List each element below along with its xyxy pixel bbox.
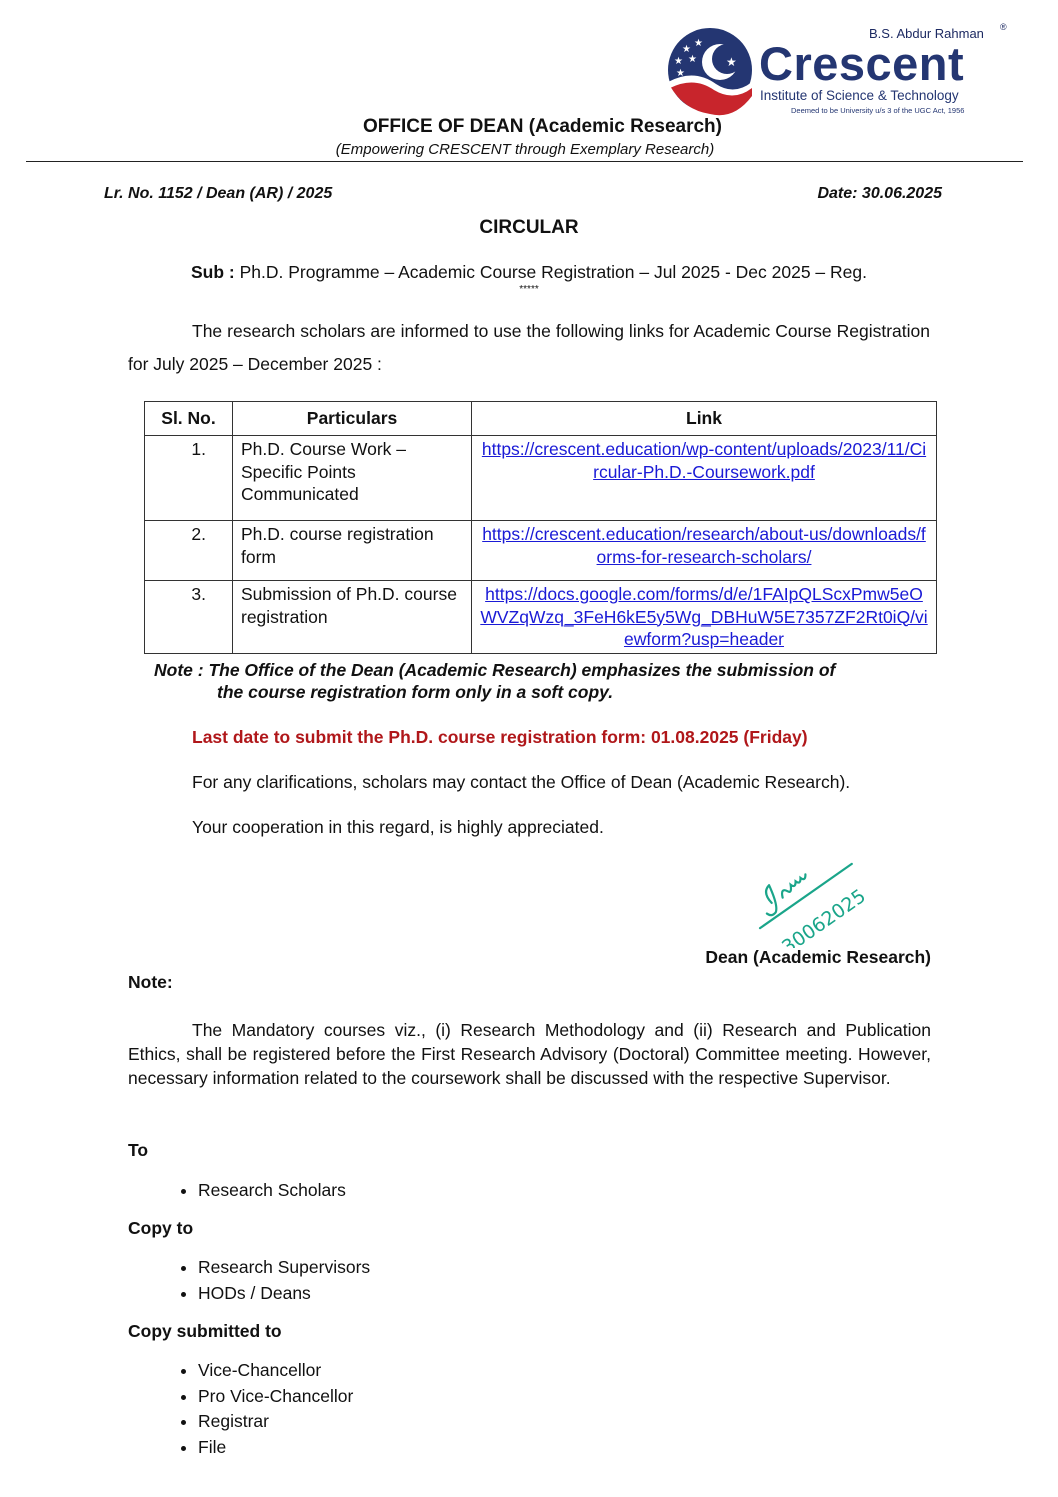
note-heading: Note: bbox=[128, 972, 173, 992]
cooperation-text: Your cooperation in this regard, is highly appreciated. bbox=[192, 817, 604, 837]
header-particulars: Particulars bbox=[233, 402, 472, 436]
institute-logo bbox=[664, 22, 1014, 118]
logo-top-line: B.S. Abdur Rahman bbox=[869, 26, 984, 41]
row-particulars: Submission of Ph.D. course registration bbox=[233, 581, 472, 654]
table-row bbox=[145, 436, 937, 521]
header-link: Link bbox=[472, 402, 937, 436]
row-sl-no: 1. bbox=[145, 436, 233, 521]
table-row bbox=[145, 581, 937, 654]
svg-text:★: ★ bbox=[726, 55, 737, 69]
copy-to-heading: Copy to bbox=[128, 1218, 194, 1238]
copy-to-list bbox=[176, 1255, 370, 1306]
to-list bbox=[176, 1178, 346, 1204]
note-line-2: the course registration form only in a soft copy. bbox=[217, 682, 614, 702]
table-header-row bbox=[145, 402, 937, 436]
svg-text:★: ★ bbox=[676, 68, 685, 79]
signature-icon bbox=[740, 838, 870, 948]
svg-text:★: ★ bbox=[694, 38, 703, 49]
office-title: OFFICE OF DEAN (Academic Research) bbox=[363, 116, 722, 137]
row-sl-no: 2. bbox=[145, 521, 233, 581]
subject-text: Ph.D. Programme – Academic Course Registration – Jul 2025 - Dec 2025 – Reg. bbox=[234, 262, 867, 282]
coursework-circular-link[interactable]: https://crescent.education/wp-content/uploads/2023/11/Circular-Ph.D.-Coursework.pdf bbox=[481, 439, 927, 482]
office-tagline: (Empowering CRESCENT through Exemplary Research) bbox=[335, 141, 715, 158]
logo-institute: Institute of Science & Technology bbox=[760, 88, 959, 103]
copy-submitted-to-list bbox=[176, 1358, 353, 1460]
list-item: • Research Scholars bbox=[198, 1178, 346, 1204]
google-form-submission-link[interactable]: https://docs.google.com/forms/d/e/1FAIpQLScxPmw5eOWVZqWzq_3FeH6kE5y5Wg_DBHuW5E7357ZF2Rt0iQ/viewform?usp=header bbox=[480, 584, 928, 649]
deadline-notice: Last date to submit the Ph.D. course registration form: 01.08.2025 (Friday) bbox=[192, 727, 808, 747]
subject-label: Sub : bbox=[190, 262, 235, 282]
svg-text:★: ★ bbox=[682, 44, 691, 55]
circular-heading: CIRCULAR bbox=[479, 217, 579, 238]
logo-deemed: Deemed to be University u/s 3 of the UGC Act, 1956 bbox=[791, 106, 965, 115]
row-particulars: Ph.D. Course Work – Specific Points Communicated bbox=[233, 436, 472, 521]
header-divider bbox=[26, 161, 1023, 162]
crescent-emblem-icon bbox=[664, 26, 756, 118]
list-item: • Pro Vice-Chancellor bbox=[198, 1384, 353, 1410]
links-table bbox=[144, 401, 937, 654]
copy-submitted-to-heading: Copy submitted to bbox=[128, 1321, 282, 1341]
letter-ref-no: Lr. No. 1152 / Dean (AR) / 2025 bbox=[104, 185, 333, 202]
intro-paragraph: The research scholars are informed to use the following links for Academic Course Registration for July 2025 – December 2025 : bbox=[128, 321, 930, 374]
soft-copy-note bbox=[154, 659, 934, 703]
mandatory-courses-note: The Mandatory courses viz., (i) Research Methodology and (ii) Research and Publication Ethics, shall be registered before the First Research Advisory (Doctoral) Committee meeting. However, necessary information related to the coursework shall be discussed with the respective Supervisor. bbox=[128, 1020, 931, 1088]
header-sl-no: Sl. No. bbox=[145, 402, 233, 436]
signature-date: 30062025 bbox=[778, 885, 870, 948]
registration-form-link[interactable]: https://crescent.education/research/about-us/downloads/forms-for-research-scholars/ bbox=[482, 524, 926, 567]
separator: ***** bbox=[519, 284, 539, 295]
registered-mark: ® bbox=[1000, 22, 1007, 32]
subject-line bbox=[0, 262, 1058, 283]
letter-date: Date: 30.06.2025 bbox=[817, 185, 942, 202]
list-item: • Registrar bbox=[198, 1409, 353, 1435]
list-item: • Vice-Chancellor bbox=[198, 1358, 353, 1384]
row-particulars: Ph.D. course registration form bbox=[233, 521, 472, 581]
logo-name: Crescent bbox=[759, 37, 965, 90]
note-line-1: Note : The Office of the Dean (Academic Research) emphasizes the submission of bbox=[154, 660, 836, 680]
contact-text: For any clarifications, scholars may contact the Office of Dean (Academic Research). bbox=[192, 772, 851, 792]
table-row bbox=[145, 521, 937, 581]
svg-text:★: ★ bbox=[674, 56, 683, 67]
dean-signature bbox=[740, 838, 870, 948]
list-item: • File bbox=[198, 1435, 353, 1461]
list-item: • HODs / Deans bbox=[198, 1281, 370, 1307]
row-sl-no: 3. bbox=[145, 581, 233, 654]
list-item: • Research Supervisors bbox=[198, 1255, 370, 1281]
svg-text:★: ★ bbox=[688, 54, 697, 65]
signatory-title: Dean (Academic Research) bbox=[705, 947, 931, 967]
to-heading: To bbox=[128, 1140, 149, 1160]
